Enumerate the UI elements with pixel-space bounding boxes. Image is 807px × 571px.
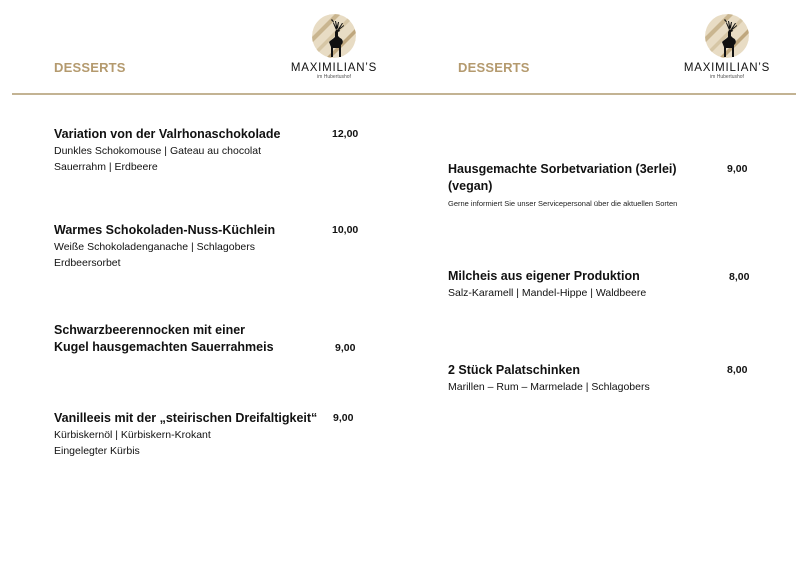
item-price: 9,00 bbox=[335, 342, 356, 354]
item-price: 9,00 bbox=[333, 412, 354, 424]
item-title: Milcheis aus eigener Produktion bbox=[448, 269, 640, 283]
brand-subtitle-left: im Hubertushof bbox=[317, 74, 351, 80]
brand-name-right: MAXIMILIAN’S bbox=[683, 62, 771, 74]
item-desc: Eingelegter Kürbis bbox=[54, 445, 140, 457]
item-title: Hausgemachte Sorbetvariation (3erlei) bbox=[448, 162, 677, 176]
item-desc: Weiße Schokoladenganache | Schlagobers bbox=[54, 241, 255, 253]
menu-item-palatschinken bbox=[448, 362, 650, 395]
menu-item-vanilleeis bbox=[54, 410, 317, 459]
item-price: 8,00 bbox=[727, 364, 748, 376]
item-title: Kugel hausgemachten Sauerrahmeis bbox=[54, 340, 274, 354]
menu-item-sorbetvariation bbox=[448, 161, 677, 211]
item-title: Warmes Schokoladen-Nuss-Küchlein bbox=[54, 223, 276, 237]
header-divider bbox=[12, 93, 796, 95]
menu-item-milcheis bbox=[448, 268, 646, 301]
brand-logo-right bbox=[672, 13, 782, 80]
item-desc: Sauerrahm | Erdbeere bbox=[54, 161, 158, 173]
menu-item-schwarzbeerennocken bbox=[54, 322, 274, 356]
item-desc: Kürbiskernöl | Kürbiskern-Krokant bbox=[54, 429, 211, 441]
item-price: 12,00 bbox=[332, 128, 359, 140]
item-desc: Salz-Karamell | Mandel-Hippe | Waldbeere bbox=[448, 287, 647, 299]
item-desc: Erdbeersorbet bbox=[54, 257, 121, 269]
item-desc: Marillen – Rum – Marmelade | Schlagobers bbox=[448, 381, 650, 393]
stag-icon bbox=[704, 13, 750, 59]
section-title-right: DESSERTS bbox=[458, 60, 530, 75]
item-note: Gerne informiert Sie unser Servicepersonal über die aktuellen Sorten bbox=[448, 199, 678, 208]
stag-icon bbox=[311, 13, 357, 59]
menu-item-schokoladen-kuechlein bbox=[54, 222, 275, 271]
item-title: 2 Stück Palatschinken bbox=[448, 363, 581, 377]
item-title: Variation von der Valrhonaschokolade bbox=[54, 127, 281, 141]
item-title: Schwarzbeerennocken mit einer bbox=[54, 323, 246, 337]
brand-logo-left bbox=[279, 13, 389, 80]
item-title: Vanilleeis mit der „steirischen Dreifaltigkeit“ bbox=[54, 411, 318, 425]
item-price: 10,00 bbox=[332, 224, 359, 236]
item-price: 9,00 bbox=[727, 163, 748, 175]
item-desc: Dunkles Schokomouse | Gateau au chocolat bbox=[54, 145, 262, 157]
brand-subtitle-right: im Hubertushof bbox=[710, 74, 744, 80]
brand-name-left: MAXIMILIAN’S bbox=[290, 62, 378, 74]
menu-item-valrhona bbox=[54, 126, 280, 175]
item-title: (vegan) bbox=[448, 179, 493, 193]
item-price: 8,00 bbox=[729, 271, 750, 283]
section-title-left: DESSERTS bbox=[54, 60, 126, 75]
